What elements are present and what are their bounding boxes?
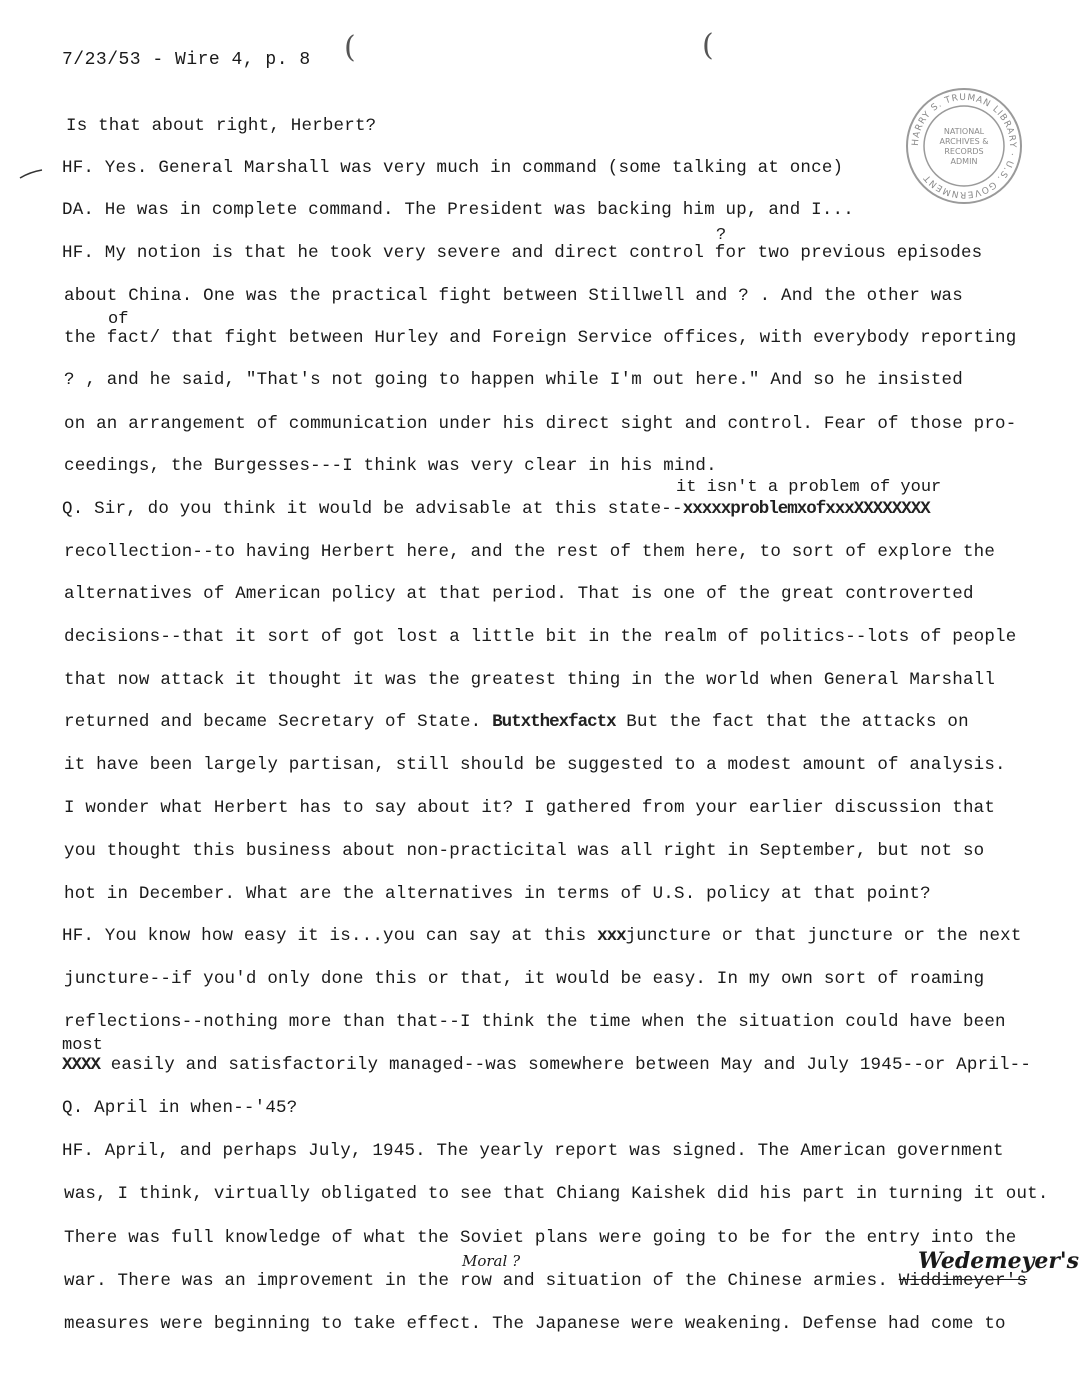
text-line: Is that about right, Herbert? — [66, 116, 377, 136]
text-segment: But the fact that the attacks on — [615, 712, 969, 732]
annotation-most-insert: most — [62, 1036, 103, 1055]
text-line: recollection--to having Herbert here, and the rest of them here, to sort of explore the — [64, 542, 996, 562]
annotation-month-insert: Moral ? — [462, 1252, 521, 1270]
text-line: ? , and he said, "That's not going to happen while I'm out here." And so he insisted — [64, 370, 963, 390]
annotation-wedemeyer: Wedemeyer's — [918, 1248, 1080, 1274]
annotation-of-insert: of — [108, 310, 129, 329]
text-line: Q. April in when--'45? — [62, 1098, 298, 1118]
text-line: on an arrangement of communication under his direct sight and control. Fear of those pro- — [64, 414, 1017, 434]
text-line: DA. He was in complete command. The President was backing him up, and I... — [62, 200, 854, 220]
svg-text:HARRY S. TRUMAN LIBRARY · U.S. — [911, 93, 1017, 199]
text-line: alternatives of American policy at that period. That is one of the great controverted — [64, 584, 974, 604]
struck-text: Butxthexfactx — [492, 712, 616, 732]
text-line: HF. April, and perhaps July, 1945. The yearly report was signed. The American government — [62, 1141, 1004, 1161]
stamp-line-3: RECORDS — [944, 147, 984, 156]
text-line: hot in December. What are the alternatives in terms of U.S. policy at that point? — [64, 884, 931, 904]
handwritten-paren-right: ( — [702, 28, 714, 63]
text-line: reflections--nothing more than that--I think the time when the situation could have been — [64, 1012, 1006, 1032]
text-line: that now attack it thought it was the greatest thing in the world when General Marshall — [64, 670, 996, 690]
text-line: measures were beginning to take effect. The Japanese were weakening. Defense had come to — [64, 1314, 1006, 1334]
stamp-line-1: NATIONAL — [943, 127, 985, 136]
text-segment: returned and became Secretary of State. — [64, 712, 482, 732]
text-line: HF. My notion is that he took very severe and direct control for two previous episodes — [62, 243, 983, 263]
text-line: I wonder what Herbert has to say about it? I gathered from your earlier discussion that — [64, 798, 996, 818]
text-line: ceedings, the Burgesses---I think was very clear in his mind. — [64, 456, 717, 476]
text-segment: juncture or that juncture or the next — [625, 926, 1022, 946]
struck-text: XXXX — [62, 1055, 101, 1075]
text-line: you thought this business about non-practicital was all right in September, but not so — [64, 841, 985, 861]
stamp-ring-text: HARRY S. TRUMAN LIBRARY · U.S. GOVERNMENT — [910, 92, 1018, 200]
text-line — [62, 499, 930, 519]
struck-text: xxx — [597, 926, 626, 946]
stamp-line-2: ARCHIVES & — [939, 137, 989, 146]
stamp-line-4: ADMIN — [950, 157, 978, 166]
text-segment: war. There was an improvement in the row and situation of the Chinese armies. — [64, 1271, 899, 1291]
archive-stamp — [904, 86, 1024, 206]
page-reference: 7/23/53 - Wire 4, p. 8 — [62, 50, 311, 70]
text-segment: easily and satisfactorily managed--was somewhere between May and July 1945--or April-- — [100, 1055, 1032, 1075]
text-line: the fact/ that fight between Hurley and Foreign Service offices, with everybody reporting — [64, 328, 1017, 348]
annotation-isnt-problem: it isn't a problem of your — [676, 478, 942, 497]
margin-mark-icon — [18, 168, 44, 180]
text-line: was, I think, virtually obligated to see that Chiang Kaishek did his part in turning it out. — [64, 1184, 1049, 1204]
text-line — [62, 1055, 1031, 1075]
text-segment: HF. You know how easy it is...you can say at this — [62, 926, 598, 946]
text-line: decisions--that it sort of got lost a little bit in the realm of politics--lots of people — [64, 627, 1017, 647]
stamp-seal-icon — [904, 86, 1024, 206]
struck-text: xxxxxproblemxofxxxXXXXXXXX — [682, 499, 930, 519]
text-line: about China. One was the practical fight between Stillwell and ? . And the other was — [64, 286, 963, 306]
text-line — [64, 712, 969, 732]
text-line — [64, 1271, 1027, 1291]
handwritten-paren-left: ( — [344, 30, 356, 65]
text-line: There was full knowledge of what the Soviet plans were going to be for the entry into the — [64, 1228, 1017, 1248]
text-line — [62, 926, 1022, 946]
text-line: HF. Yes. General Marshall was very much in command (some talking at once) — [62, 158, 844, 178]
struck-text: Widdimeyer's — [898, 1271, 1028, 1291]
text-line: it have been largely partisan, still should be suggested to a modest amount of analysis. — [64, 755, 1006, 775]
annotation-question-mark: ? — [716, 226, 727, 245]
text-line: juncture--if you'd only done this or that, it would be easy. In my own sort of roaming — [64, 969, 985, 989]
text-segment: Q. Sir, do you think it would be advisable at this state-- — [62, 499, 683, 519]
